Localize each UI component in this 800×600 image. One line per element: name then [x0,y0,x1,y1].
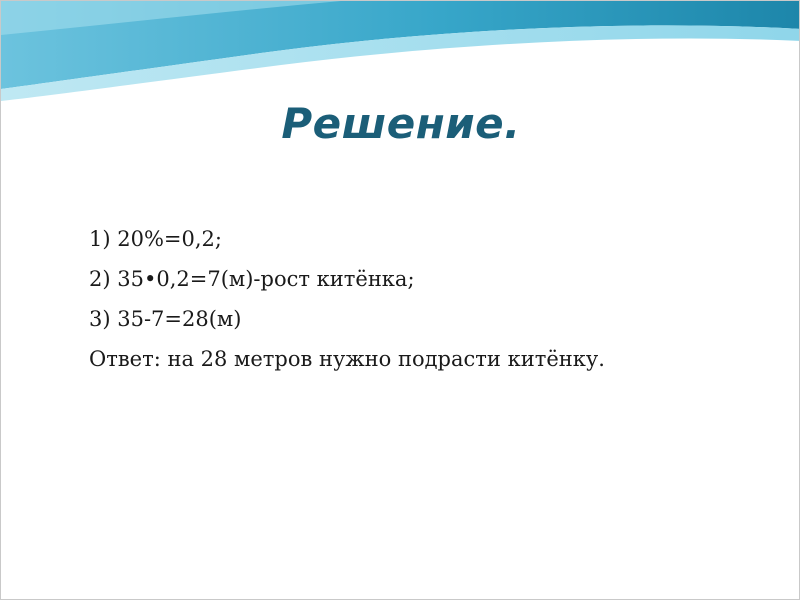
step-1-text: 1) 20%=0,2; [89,227,222,251]
header-wave-decoration [1,1,800,111]
step-2-text: 2) 35•0,2=7(м)-рост китёнка; [89,267,415,291]
slide-title: Решение. [281,99,521,148]
solution-steps [89,219,769,379]
answer-text: Ответ: на 28 метров нужно подрасти китёнку. [89,347,605,371]
step-3-text: 3) 35-7=28(м) [89,307,242,331]
